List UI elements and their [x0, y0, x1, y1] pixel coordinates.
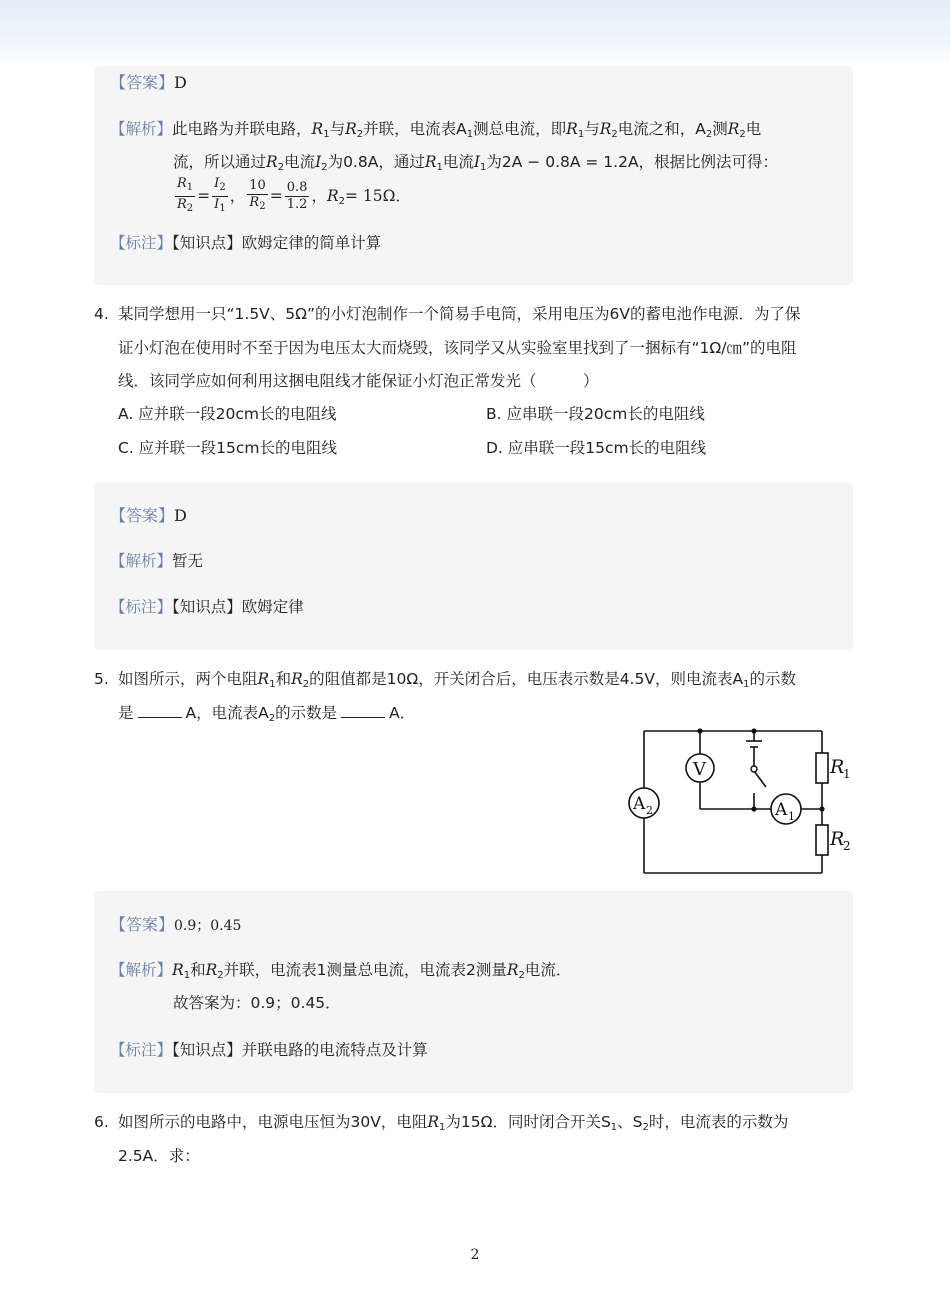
sub-2: 2 — [217, 970, 224, 981]
note-row — [110, 232, 381, 254]
var-r: R — [177, 197, 187, 212]
fraction-val — [285, 180, 310, 213]
question-text: 如图所示，两个电阻 — [118, 670, 258, 688]
note-label: 【标注】 — [110, 234, 173, 252]
sub-1: 1 — [436, 162, 443, 173]
analysis-text: 并联，电流表A — [363, 120, 467, 138]
sub-2: 2 — [186, 203, 194, 214]
analysis-line-2 — [173, 151, 778, 179]
answer-label: 【答案】 — [110, 73, 175, 92]
analysis-text: 电流之和，A — [617, 120, 706, 138]
var-r: R — [291, 670, 303, 688]
analysis-text: 为0.8A，通过 — [327, 153, 425, 171]
analysis-text: 为2A − 0.8A = 1.2A，根据比例法可得： — [486, 153, 779, 171]
blank-2[interactable] — [341, 703, 385, 718]
option-b[interactable]: B. 应串联一段20cm长的电阻线 — [486, 405, 705, 423]
question-5 — [94, 665, 854, 880]
fraction-r — [175, 176, 195, 217]
ammeter-a1-sub: 1 — [788, 810, 795, 823]
sub-1: 1 — [269, 679, 276, 690]
var-r: R — [566, 120, 578, 138]
r1-label: R — [830, 756, 845, 778]
sub-1: 1 — [577, 129, 585, 140]
fraction-i — [212, 176, 228, 217]
ammeter-a2-sub: 2 — [646, 804, 653, 817]
junction-dot — [751, 806, 756, 811]
var-r: R — [424, 153, 437, 171]
analysis-label: 【解析】 — [110, 961, 173, 979]
question-text: A，电流表A — [185, 704, 269, 722]
var-r: R — [727, 120, 740, 138]
sub-1: 1 — [439, 1122, 446, 1133]
sub-2: 2 — [338, 196, 345, 207]
question-text: 、S — [617, 1113, 643, 1131]
resistor-r1 — [816, 753, 828, 783]
question-4 — [94, 300, 854, 470]
note-label: 【标注】 — [110, 1041, 173, 1059]
formula-line: $\frac{R_1}{R_2}$ = $\frac{I_2}{I_1}$ ， $\frac{10}{R_2}$ = $\frac{0.8}{1.2}$ ，$R_2= 15\Omega$． — [173, 176, 411, 221]
note-row — [110, 1039, 428, 1061]
var-r: R — [427, 1113, 439, 1131]
var-r: R — [172, 961, 184, 979]
sub-1: 1 — [219, 203, 226, 214]
junction-dot — [819, 806, 824, 811]
analysis-text: 与 — [584, 120, 600, 138]
sub-2: 2 — [356, 129, 364, 140]
sub-2: 2 — [219, 182, 226, 193]
var-r: R — [506, 961, 519, 979]
analysis-row — [110, 959, 571, 987]
question-text-line: 证小灯泡在使用时不至于因为电压太大而烧毁，该同学又从实验室里找到了一捆标有“1Ω/㎝”的电阻 — [118, 339, 797, 357]
sub-2: 2 — [268, 713, 276, 724]
header-decoration — [0, 0, 950, 70]
sub-1: 1 — [323, 129, 330, 140]
note-text: 【知识点】欧姆定律 — [172, 598, 304, 616]
question-text: 的示数是 — [275, 704, 338, 722]
question-text-line — [118, 668, 796, 696]
analysis-text: 电流 — [442, 153, 474, 171]
analysis-text: 暂无 — [172, 552, 204, 570]
var-r: R — [177, 176, 187, 191]
junction-dot — [697, 728, 702, 733]
var-r: R — [249, 195, 260, 210]
question-number: 5. — [94, 670, 109, 688]
var-i: I — [214, 197, 220, 212]
sub-2: 2 — [321, 162, 328, 173]
var-r: R — [266, 153, 278, 171]
answer-row — [110, 914, 241, 937]
analysis-text: 和 — [190, 961, 206, 979]
sub-1: 1 — [183, 970, 191, 981]
answer-box-q5 — [94, 891, 853, 1093]
sub-1: 1 — [480, 162, 487, 173]
analysis-text: 电 — [745, 120, 762, 138]
note-label: 【标注】 — [110, 598, 173, 616]
analysis-text: 电流 — [284, 153, 316, 171]
answer-value: D — [174, 73, 187, 92]
question-text-line — [118, 702, 415, 730]
option-c[interactable]: C. 应并联一段15cm长的电阻线 — [118, 439, 338, 457]
option-a[interactable]: A. 应并联一段20cm长的电阻线 — [118, 405, 337, 423]
analysis-line-2: 故答案为：0.9；0.45． — [173, 994, 341, 1012]
circuit-diagram — [624, 727, 854, 877]
question-number: 4. — [94, 305, 109, 323]
fraction-denominator: 1.2 — [286, 197, 308, 212]
answer-row — [110, 505, 187, 527]
r2-label: R — [830, 828, 845, 850]
question-text: 如图所示的电路中，电源电压恒为30V，电阻 — [118, 1113, 428, 1131]
question-text: 时，电流表的示数为 — [648, 1113, 789, 1131]
analysis-text: 测 — [712, 120, 728, 138]
sub-1: 1 — [743, 679, 750, 690]
question-text-line — [118, 1111, 788, 1139]
var-r: R — [345, 120, 357, 138]
fraction-numerator: 0.8 — [286, 180, 308, 195]
answer-label: 【答案】 — [110, 506, 175, 525]
var-r: R — [599, 120, 612, 138]
fraction-numerator: 10 — [249, 178, 266, 193]
question-text-line: 2.5A．求： — [118, 1147, 200, 1165]
sub-1: 1 — [186, 182, 194, 193]
voltmeter-label: V — [693, 759, 706, 780]
question-number: 6. — [94, 1113, 109, 1131]
note-text: 【知识点】并联电路的电流特点及计算 — [172, 1041, 428, 1059]
answer-label: 【答案】 — [110, 915, 175, 934]
question-text: 的示数 — [749, 670, 796, 688]
fraction-num — [247, 178, 268, 215]
answer-box-q3 — [94, 66, 853, 285]
note-text: 【知识点】欧姆定律的简单计算 — [172, 234, 382, 252]
answer-row — [110, 72, 187, 94]
analysis-text: 电流． — [524, 961, 572, 979]
junction-dot — [751, 728, 756, 733]
sub-2: 2 — [518, 970, 525, 981]
r1-sub: 1 — [843, 767, 851, 781]
page-number: 2 — [470, 1247, 480, 1263]
question-text-line: 某同学想用一只“1.5V、5Ω”的小灯泡制作一个简易手电筒，采用电压为6V的蓄电池作电源．为了保 — [118, 305, 801, 323]
analysis-text: 流，所以通过 — [173, 153, 267, 171]
sub-2: 2 — [611, 129, 618, 140]
analysis-text: 并联，电流表1测量总电流，电流表2测量 — [223, 961, 507, 979]
note-row — [110, 596, 304, 618]
sub-2: 2 — [277, 162, 285, 173]
question-text: 和 — [275, 670, 292, 688]
question-text: A． — [389, 704, 416, 722]
question-text: 的阻值都是10Ω，开关闭合后，电压表示数是4.5V，则电流表A — [309, 670, 744, 688]
analysis-label: 【解析】 — [110, 120, 173, 138]
resistor-r2 — [816, 825, 828, 855]
sub-2: 2 — [739, 129, 746, 140]
sub-2: 2 — [705, 129, 713, 140]
answer-value: 0.9；0.45 — [174, 918, 242, 934]
question-text-line: 线．该同学应如何利用这捆电阻线才能保证小灯泡正常发光（ ） — [118, 372, 599, 390]
var-r: R — [326, 187, 339, 205]
analysis-text: 与 — [329, 120, 346, 138]
var-r: R — [311, 120, 324, 138]
analysis-row — [110, 550, 203, 572]
blank-1[interactable] — [138, 703, 182, 718]
r2-sub: 2 — [843, 839, 851, 853]
question-text: 为15Ω．同时闭合开关S — [445, 1113, 611, 1131]
sub-1: 1 — [466, 129, 474, 140]
analysis-text: 测总电流，即 — [473, 120, 567, 138]
var-i: I — [214, 176, 220, 191]
var-r: R — [205, 961, 218, 979]
analysis-row — [110, 118, 761, 146]
ammeter-a2-label: A — [633, 794, 646, 814]
var-r: R — [257, 670, 270, 688]
question-6 — [94, 1108, 854, 1168]
formula-result: = 15Ω． — [345, 187, 411, 205]
var-i: I — [473, 153, 481, 171]
option-d[interactable]: D. 应串联一段15cm长的电阻线 — [486, 439, 707, 457]
analysis-label: 【解析】 — [110, 552, 173, 570]
ammeter-a1-label: A — [775, 800, 788, 820]
sub-2: 2 — [302, 679, 310, 690]
question-text: 是 — [118, 704, 134, 722]
switch-pivot — [751, 766, 757, 772]
var-i: I — [315, 153, 322, 171]
answer-value: D — [174, 506, 187, 525]
sub-1: 1 — [610, 1122, 618, 1133]
answer-box-q4 — [94, 482, 853, 650]
sub-2: 2 — [259, 201, 266, 212]
sub-2: 2 — [642, 1122, 649, 1133]
analysis-text: 此电路为并联电路， — [172, 120, 312, 138]
